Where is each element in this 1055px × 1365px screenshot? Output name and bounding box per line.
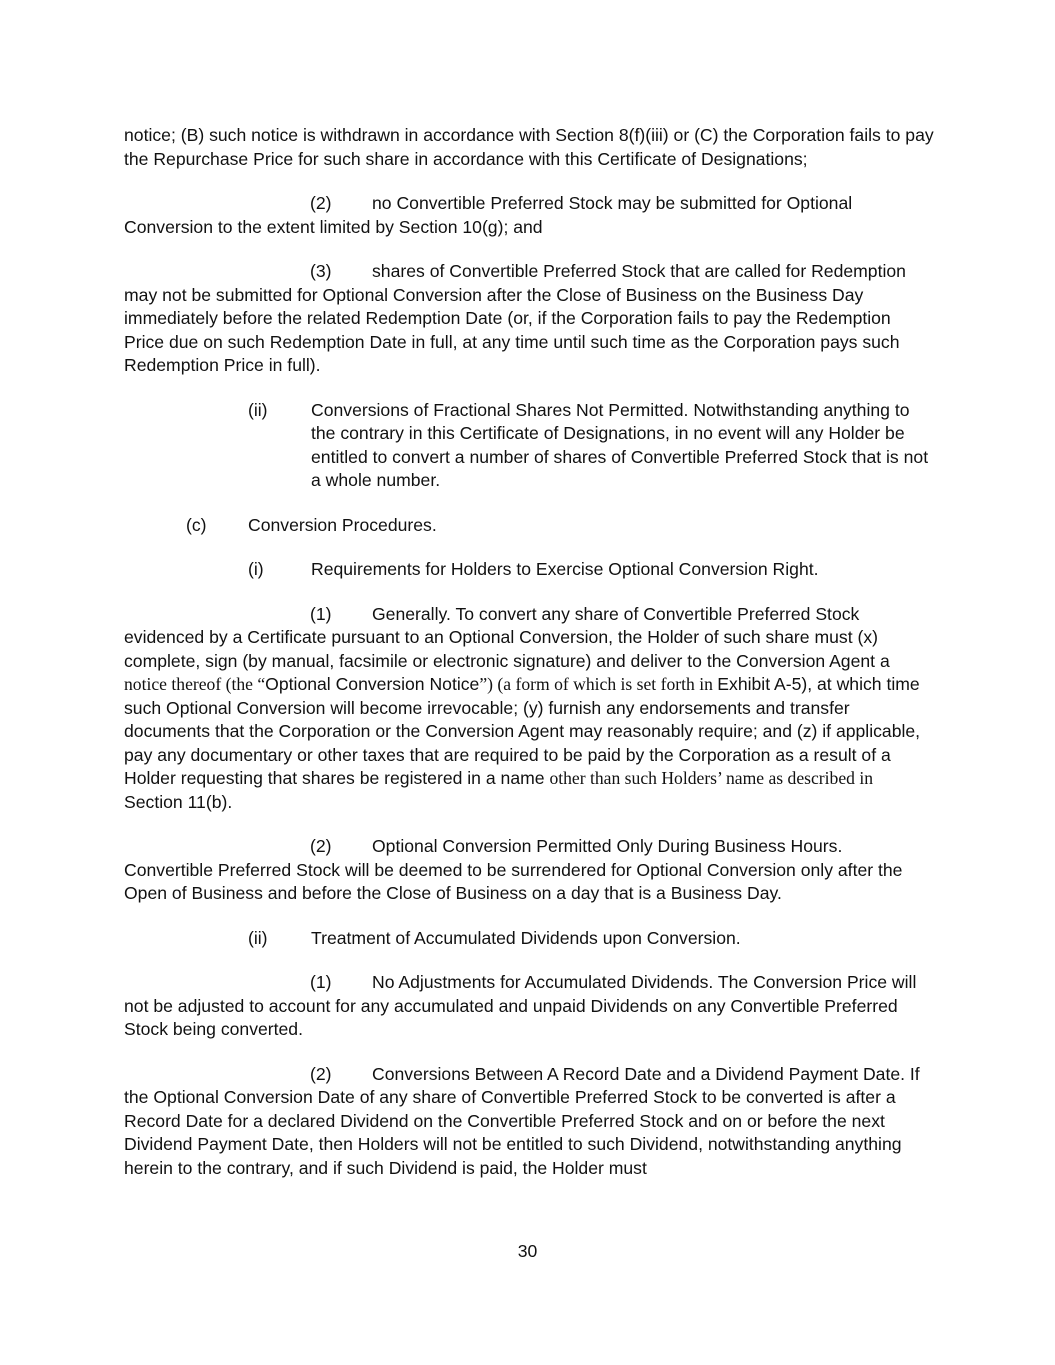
paragraph-text: No Adjustments for Accumulated Dividends. The Conversion Price will not be adjusted to account for any accumulated and unpaid Dividends on any Convertible Preferred Stock being converted.: [124, 972, 917, 1039]
paragraph-text: Generally. To convert any share of Convertible Preferred Stock evidenced by a Certificate pursuant to an Optional Conversion, the Holder of such share must (x) complete, sign (by manual, facsimile or electronic signature) and deliver to the Conversion Agent a: [124, 603, 890, 671]
heading-c-conversion-procedures: [124, 514, 934, 538]
item-number: (2): [310, 193, 332, 213]
paragraph-notice-continuation: notice; (B) such notice is withdrawn in accordance with Section 8(f)(iii) or (C) the Corporation fails to pay the Repurchase Price for such share in accordance with this Certificate of Designations;: [124, 125, 934, 169]
page-number: 30: [517, 1241, 538, 1261]
paragraph-2-business-hours: [124, 835, 934, 906]
paragraph-2-record-date: [124, 1063, 934, 1181]
item-number: (1): [310, 603, 332, 624]
item-number: (ii): [248, 399, 268, 420]
paragraph-text: shares of Convertible Preferred Stock that are called for Redemption may not be submitted for Optional Conversion after the Close of Business on the Business Day immediately before the related Redemption Date (or, if the Corporation fails to pay the Redemption Price due on such Redemption Date in full, at any time until such time as the Corporation pays such Redemption Price in full).: [124, 261, 906, 375]
document-page: [124, 124, 934, 1201]
item-number: (3): [310, 261, 332, 281]
paragraph-3-redemption: [124, 260, 934, 378]
heading-text: Treatment of Accumulated Dividends upon Conversion.: [311, 927, 741, 948]
paragraph-text: Conversions Between A Record Date and a Dividend Payment Date. If the Optional Conversion Date of any share of Convertible Preferred Stock to be converted is after a Record Date for a declared Dividend on the Convertible Preferred Stock and on or before the next Dividend Payment Date, then Holders will not be entitled to such Dividend, notwithstanding anything herein to the contrary, and if such Dividend is paid, the Holder must: [124, 1063, 920, 1178]
defined-term: Optional Conversion Notice: [265, 674, 480, 694]
paragraph-text: no Convertible Preferred Stock may be submitted for Optional Conversion to the extent limited by Section 10(g); and: [124, 193, 853, 237]
item-number: (c): [186, 514, 207, 535]
section-reference: Section 11(b).: [124, 791, 233, 812]
paragraph-1-no-adjustments: [124, 971, 934, 1042]
heading-ii-accumulated-dividends: [124, 927, 934, 951]
item-number: (2): [310, 1063, 332, 1084]
item-number: (i): [248, 559, 264, 579]
paragraph-text-serif: ”) (a form of which is set forth in: [479, 674, 718, 694]
item-number: (ii): [248, 927, 268, 948]
paragraph-text: Optional Conversion Permitted Only During Business Hours. Convertible Preferred Stock will be deemed to be surrendered for Optional Conversion only after the Open of Business and before the Close of Business on a day that is a Business Day.: [124, 836, 903, 903]
heading-text: Requirements for Holders to Exercise Optional Conversion Right.: [311, 559, 819, 579]
paragraph-ii-fractional-shares: [124, 399, 934, 493]
item-number: (2): [310, 836, 332, 856]
paragraph-2-section-10g: [124, 192, 934, 239]
paragraph-1-generally: [124, 603, 934, 815]
item-number: (1): [310, 972, 332, 992]
heading-text: Conversion Procedures.: [248, 514, 437, 535]
heading-i-requirements: [124, 558, 934, 582]
paragraph-text-serif: other than such Holders’ name as described in: [549, 768, 874, 788]
paragraph-text: Exhibit A-5), at which time such Optional Conversion will become irrevocable; (y) furnish any endorsements and transfer documents that the Corporation or the Conversion Agent may reasonably require; and (z) if applicable, pay any documentary or other taxes that are required to be paid by the Corporation as a result of a Holder requesting that shares be registered in a name: [124, 674, 921, 788]
paragraph-text: Conversions of Fractional Shares Not Permitted. Notwithstanding anything to the contrary in this Certificate of Designations, in no event will any Holder be entitled to convert a number of shares of Convertible Preferred Stock that is not a whole number.: [311, 399, 929, 490]
paragraph-text-serif: notice thereof (the “: [124, 674, 266, 694]
